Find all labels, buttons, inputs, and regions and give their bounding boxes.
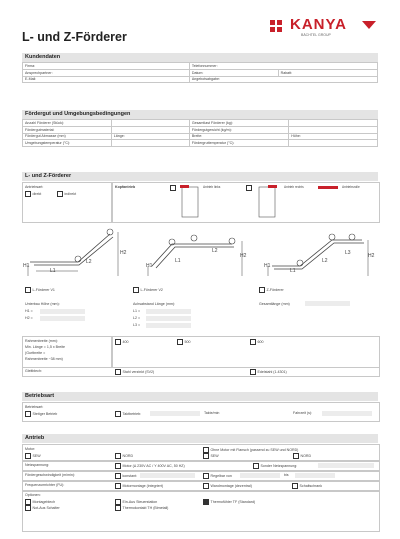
label-foerdertemp[interactable]: Fördergruttemperatur (°C): bbox=[189, 140, 288, 147]
kundendaten-table bbox=[22, 62, 378, 83]
rahmenbreite-note: Rahmenbreite −38 mm) bbox=[25, 357, 63, 361]
diagram-v2 bbox=[142, 226, 252, 276]
bis-label: bis bbox=[284, 473, 289, 477]
konstant-checkbox[interactable] bbox=[115, 473, 121, 479]
label-breite[interactable]: Breite: bbox=[189, 133, 288, 140]
option-netz[interactable] bbox=[115, 463, 185, 469]
divider bbox=[22, 490, 380, 492]
l1-label: L1 = bbox=[133, 309, 141, 313]
antriebsart-label: Antriebsart: bbox=[25, 185, 44, 189]
takt-label: Taktbetrieb: bbox=[122, 411, 142, 416]
label-telefon[interactable]: Telefonnummer: bbox=[189, 63, 377, 70]
option-takt[interactable] bbox=[115, 411, 141, 417]
label-angebotsabgabe[interactable]: Angebotsabgabe: bbox=[189, 76, 377, 83]
option-mont-int[interactable] bbox=[115, 483, 163, 489]
antrieb-rechts-checkbox[interactable] bbox=[246, 185, 252, 191]
option-indirekt[interactable] bbox=[57, 191, 76, 197]
nord-checkbox[interactable] bbox=[115, 453, 121, 459]
antrieb-links-icon bbox=[180, 184, 204, 218]
label-anzahl[interactable]: Anzahl Förderer (Stück): bbox=[23, 120, 112, 127]
geschw-label: Fördergeschwindigkeit (m/min): bbox=[25, 473, 76, 477]
stahl-label: Stahl verzinkt (SV2) bbox=[122, 369, 155, 374]
option-direkt[interactable] bbox=[25, 191, 41, 197]
dim-h2-z: H2 bbox=[368, 253, 375, 259]
antrieb-box bbox=[22, 444, 380, 532]
thermo-tf-checkbox[interactable] bbox=[203, 499, 209, 505]
v2-label: L-Förderer V2 bbox=[140, 287, 163, 292]
l3-label: L3 = bbox=[133, 323, 141, 327]
achsabstand-label: Achsabstand Länge (mm): bbox=[133, 302, 176, 306]
option-v2[interactable] bbox=[133, 287, 163, 293]
edelstahl-checkbox[interactable] bbox=[250, 369, 256, 375]
konstant-label: konstant: bbox=[122, 473, 138, 478]
indirekt-label: indirekt bbox=[64, 191, 77, 196]
h2-label: H2 = bbox=[25, 316, 33, 320]
gleitblech-box bbox=[22, 367, 380, 377]
schalt-checkbox[interactable] bbox=[292, 483, 298, 489]
sonder-field[interactable] bbox=[318, 463, 374, 468]
option-regelbar[interactable] bbox=[203, 473, 232, 479]
section-title: Antrieb bbox=[22, 434, 378, 443]
optionen-label: Optionen: bbox=[25, 493, 41, 497]
sew2-checkbox[interactable] bbox=[203, 453, 209, 459]
option-notaus[interactable] bbox=[25, 505, 60, 511]
diagram-z bbox=[262, 226, 378, 276]
betrieb-label: Betriebsart: bbox=[25, 405, 44, 409]
divider bbox=[22, 470, 380, 472]
option-v1[interactable] bbox=[25, 287, 55, 293]
label-gesamtlast[interactable]: Gesamtlast Förderer (kg): bbox=[189, 120, 288, 127]
label-umgebungstemp[interactable]: Umgebungstemperatur (°C): bbox=[23, 140, 112, 147]
regelbar-checkbox[interactable] bbox=[203, 473, 209, 479]
label-abmasse[interactable]: Fördergut Abmasse (mm) bbox=[23, 133, 112, 140]
einaus-label: Ein-Aus Steuerstation bbox=[122, 499, 158, 504]
z-checkbox[interactable] bbox=[259, 287, 265, 293]
h1-label: H1 = bbox=[25, 309, 33, 313]
sew-label: SEW bbox=[32, 453, 41, 458]
edelstahl-label: Edelstahl (1.4301) bbox=[257, 369, 287, 374]
label-hoehe[interactable]: Höhe: bbox=[289, 133, 378, 140]
gesamtlaenge-field[interactable] bbox=[305, 301, 350, 306]
antriebsrolle-label: Antriebsrolle bbox=[342, 185, 360, 189]
divider bbox=[111, 182, 113, 223]
option-konstant[interactable] bbox=[115, 473, 137, 479]
takte-label: Takte/min bbox=[204, 411, 220, 415]
w600-checkbox[interactable] bbox=[250, 339, 256, 345]
section-title: Betriebsart bbox=[22, 392, 378, 401]
l1-field[interactable] bbox=[146, 309, 191, 314]
antrieb-links-checkbox[interactable] bbox=[170, 185, 176, 191]
page-title: L- und Z-Förderer bbox=[22, 30, 127, 44]
regelbar-bis-field[interactable] bbox=[295, 473, 335, 478]
z-label: Z-Förderer bbox=[266, 287, 284, 292]
ohne-motor-label: Ohne Motor mit Flansch (passend zu SEW und NORD) bbox=[210, 447, 299, 452]
gesamtlaenge-label: Gesamtlänge (mm) bbox=[259, 302, 290, 306]
v2-checkbox[interactable] bbox=[133, 287, 139, 293]
fahrzeit-field[interactable] bbox=[322, 411, 372, 416]
rahmen-label: Rahmenbreite (mm): bbox=[25, 339, 58, 343]
label-ansprechpartner[interactable]: Ansprechpartner: bbox=[23, 69, 190, 76]
thermo-tk-checkbox[interactable] bbox=[115, 505, 121, 511]
field-material[interactable] bbox=[111, 126, 189, 133]
regelbar-label: Regelbar von bbox=[210, 473, 232, 478]
nord-label: NORD bbox=[122, 453, 134, 458]
label-material[interactable]: Fördergutmaterial: bbox=[23, 126, 112, 133]
montageblech-label: Montageblech bbox=[32, 499, 56, 504]
wand-label: Wandmontage (dezentral) bbox=[210, 483, 252, 488]
w500-checkbox[interactable] bbox=[177, 339, 183, 345]
option-400[interactable] bbox=[115, 339, 129, 345]
rahmen-box bbox=[22, 336, 380, 368]
foerdergut-table bbox=[22, 119, 378, 147]
logo-name: KANYA bbox=[290, 16, 347, 33]
section-kundendaten bbox=[22, 53, 378, 83]
netz-value: Motor (Δ 230V AC / Y 400V AC, 50 HZ) bbox=[122, 463, 185, 468]
label-email[interactable]: E-Mail: bbox=[23, 76, 190, 83]
sew2-label: SEW bbox=[210, 453, 219, 458]
dim-l1-v2: L1 bbox=[175, 258, 181, 264]
label-rabatt[interactable]: Rabatt: bbox=[278, 69, 377, 76]
gleitblech-label: Gleitblech: bbox=[25, 369, 42, 373]
option-nord2[interactable] bbox=[293, 453, 311, 459]
kopfantrieb-label: Kopfantrieb bbox=[115, 185, 136, 189]
l3-field[interactable] bbox=[146, 323, 191, 328]
antrieb-links-label: Antrieb links bbox=[203, 185, 221, 189]
option-thermo-tk[interactable] bbox=[115, 505, 168, 511]
dim-l1-z: L1 bbox=[290, 268, 296, 274]
section-antrieb bbox=[22, 434, 378, 443]
sonder-label: Sonder Netzspannung: bbox=[260, 463, 298, 468]
diagram-v1 bbox=[22, 226, 132, 276]
thermo-tk-label: Thermokontakt TH (Bimetall) bbox=[122, 505, 169, 510]
field-umgebungstemp[interactable] bbox=[111, 140, 189, 147]
dim-l2-z: L2 bbox=[322, 258, 328, 264]
v1-checkbox[interactable] bbox=[25, 287, 31, 293]
notaus-label: Not-Aus Schalter bbox=[32, 505, 60, 510]
wand-checkbox[interactable] bbox=[203, 483, 209, 489]
option-schalt[interactable] bbox=[292, 483, 322, 489]
w400-label: 400 bbox=[122, 339, 129, 344]
label-datum[interactable]: Datum: bbox=[189, 69, 278, 76]
option-600[interactable] bbox=[250, 339, 264, 345]
field-anzahl[interactable] bbox=[111, 120, 189, 127]
option-z[interactable] bbox=[259, 287, 284, 293]
option-wand[interactable] bbox=[203, 483, 252, 489]
direkt-label: direkt bbox=[32, 191, 42, 196]
w500-label: 500 bbox=[184, 339, 191, 344]
label-laenge[interactable]: Länge: bbox=[111, 133, 189, 140]
option-thermo-tf[interactable] bbox=[203, 499, 255, 505]
option-edelstahl[interactable] bbox=[250, 369, 287, 375]
section-title: Kundendaten bbox=[22, 53, 378, 62]
indirekt-checkbox[interactable] bbox=[57, 191, 63, 197]
field-gesamtlast[interactable] bbox=[289, 120, 378, 127]
minlaenge-label: Min. Länge = 1,5 x Breite bbox=[25, 345, 66, 349]
netz-checkbox[interactable] bbox=[115, 463, 121, 469]
mont-int-label: Motormontage (integriert) bbox=[122, 483, 164, 488]
dim-l2-v1: L2 bbox=[86, 259, 92, 265]
nord2-label: NORD bbox=[300, 453, 312, 458]
v1-label: L-Förderer V1 bbox=[32, 287, 55, 292]
antrieb-rechts-label: Antrieb rechts bbox=[284, 185, 304, 189]
dim-h1-z: H1 bbox=[264, 263, 271, 269]
motor-label: Motor: bbox=[25, 447, 36, 451]
fahrzeit-label: Fahrzeit (s): bbox=[293, 411, 313, 415]
option-sew2[interactable] bbox=[203, 453, 219, 459]
sew-checkbox[interactable] bbox=[25, 453, 31, 459]
l2-label: L2 = bbox=[133, 316, 141, 320]
option-500[interactable] bbox=[177, 339, 191, 345]
section-title: L- und Z-Förderer bbox=[22, 172, 378, 181]
konstant-field[interactable] bbox=[140, 473, 195, 478]
logo-subtitle: BÄCHTEL GROUP bbox=[301, 33, 331, 37]
option-nord[interactable] bbox=[115, 453, 133, 459]
label-gewicht[interactable]: Fördergutgewicht (kg/m): bbox=[189, 126, 288, 133]
field-gewicht[interactable] bbox=[289, 126, 378, 133]
antrieb-rechts-icon bbox=[255, 184, 279, 218]
antriebsrolle-swatch bbox=[318, 186, 338, 189]
l2-field[interactable] bbox=[146, 316, 191, 321]
netz-label: Netzspannung: bbox=[25, 463, 50, 467]
option-stetig[interactable] bbox=[25, 411, 57, 417]
regelbar-von-field[interactable] bbox=[240, 473, 280, 478]
sonder-checkbox[interactable] bbox=[253, 463, 259, 469]
section-betrieb bbox=[22, 392, 378, 401]
dim-h2-v1: H2 bbox=[120, 250, 127, 256]
direkt-checkbox[interactable] bbox=[25, 191, 31, 197]
w600-label: 600 bbox=[257, 339, 264, 344]
dim-l3-z: L3 bbox=[345, 250, 351, 256]
field-foerdertemp[interactable] bbox=[289, 140, 378, 147]
schalt-label: Schaltschrank bbox=[299, 483, 323, 488]
gurtbreite-label: (Gurtbreite = bbox=[25, 351, 46, 355]
section-lz bbox=[22, 172, 378, 181]
mont-int-checkbox[interactable] bbox=[115, 483, 121, 489]
nord2-checkbox[interactable] bbox=[293, 453, 299, 459]
dim-l2-v2: L2 bbox=[212, 248, 218, 254]
divider bbox=[22, 480, 380, 482]
label-firma[interactable]: Firma: bbox=[23, 63, 190, 70]
option-sonder[interactable] bbox=[253, 463, 297, 469]
option-stahl[interactable] bbox=[115, 369, 154, 375]
takt-checkbox[interactable] bbox=[115, 411, 121, 417]
divider bbox=[22, 460, 380, 462]
fu-label: Frequenzumrichter (FU): bbox=[25, 483, 65, 487]
takt-field[interactable] bbox=[150, 411, 200, 416]
dim-l1-v1: L1 bbox=[50, 268, 56, 274]
h1-field[interactable] bbox=[40, 309, 85, 314]
section-foerdergut bbox=[22, 110, 378, 147]
dim-h1-v1: H1 bbox=[23, 263, 30, 269]
dim-h1-v2: H1 bbox=[146, 263, 153, 269]
stetig-checkbox[interactable] bbox=[25, 411, 31, 417]
section-title: Fördergut und Umgebungsbedingungen bbox=[22, 110, 378, 119]
thermo-tf-label: Thermofühler TF (Standard) bbox=[210, 499, 256, 504]
divider bbox=[111, 336, 113, 368]
h2-field[interactable] bbox=[40, 316, 85, 321]
notaus-checkbox[interactable] bbox=[25, 505, 31, 511]
stahl-checkbox[interactable] bbox=[115, 369, 121, 375]
unterbau-label: Unterbau Höhe (mm): bbox=[25, 302, 60, 306]
dim-h2-v2: H2 bbox=[240, 253, 247, 259]
w400-checkbox[interactable] bbox=[115, 339, 121, 345]
stetig-label: Stetiger Betrieb bbox=[32, 411, 58, 416]
option-sew[interactable] bbox=[25, 453, 41, 459]
